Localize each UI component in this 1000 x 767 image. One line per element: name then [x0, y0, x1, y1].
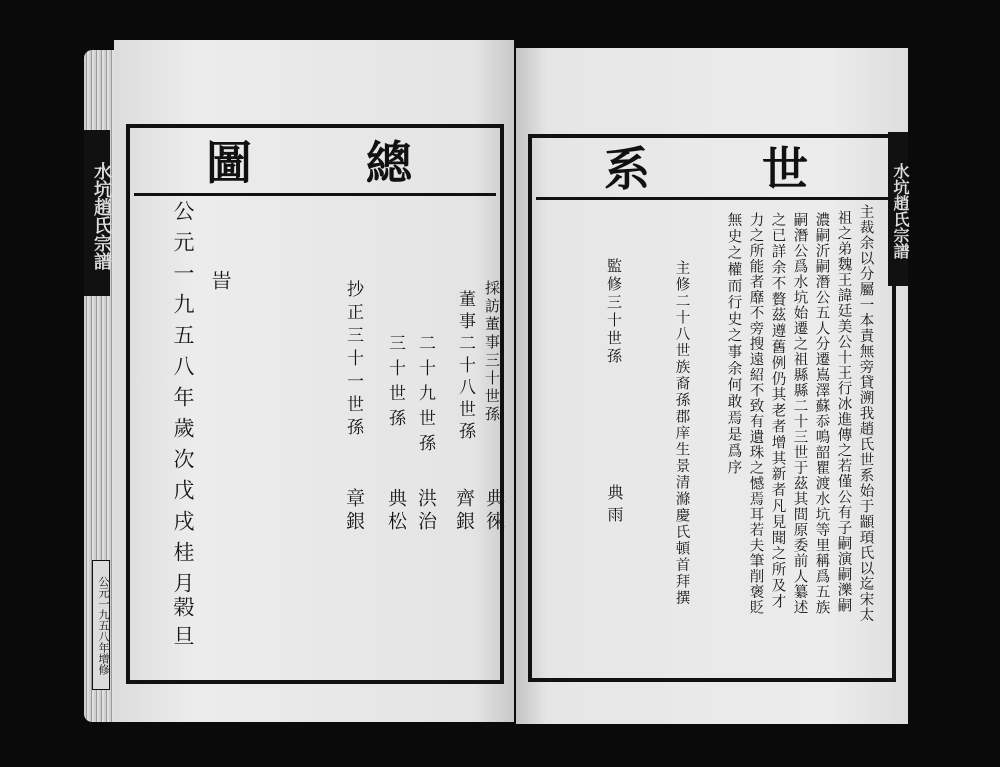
date-prefix: 旹	[208, 270, 232, 292]
left-spine-title: 水坑趙氏宗譜	[84, 130, 110, 296]
right-title-char-1: 系	[604, 142, 650, 196]
preface-col-2: 祖之弟魏王諱廷美公十王行冰進傳之若僅公有子嗣演嗣濼嗣	[835, 210, 852, 613]
left-page	[91, 40, 514, 722]
right-spine-title: 水坑趙氏宗譜	[888, 132, 908, 286]
left-title-bar	[134, 132, 496, 196]
preface-col-6: 力之所能者靡不旁搜遠紹不致有遺珠之憾焉耳若夫筆削褒貶	[747, 212, 764, 615]
left-title-char-1: 圖	[206, 136, 252, 190]
right-title-bar	[536, 142, 888, 200]
col-interview-head: 採訪董事三十世孫	[483, 280, 501, 424]
col-compiler-head: 抄正三十一世孫	[343, 280, 363, 441]
preface-col-7: 無史之權而行史之事余何敢焉是爲序	[725, 212, 742, 476]
right-page	[516, 48, 908, 724]
col-gen29-head: 二十九世孫	[415, 334, 435, 459]
left-tab-note: 公元一九五八年增修	[92, 560, 110, 690]
supervisor-name: 典雨	[605, 484, 624, 528]
right-title-char-2: 世	[762, 142, 808, 196]
col-gen30-name-a: 典松	[385, 488, 407, 534]
date-suffix: 榖旦	[171, 596, 195, 654]
supervisor-head: 監修三十世孫	[605, 258, 623, 366]
date-line: 公元一九五八年歲次戊戌桂月	[171, 200, 195, 603]
signature-line: 主修二十八世族裔孫郡庠生景清滌慶氏頓首拜撰	[673, 260, 690, 607]
col-compiler-name: 章銀	[343, 488, 365, 534]
preface-col-5: 之已詳余不贅茲遵舊例仍其老者增其新者凡見聞之所及才	[769, 212, 786, 610]
preface-col-1: 主裁余以分屬一本責無旁貸溯我趙氏世系始于顓頊氏以迄宋太	[857, 204, 874, 623]
preface-col-4: 嗣潛公爲水坑始遷之祖縣縣二十三世于茲其間原委前人纂述	[791, 212, 808, 615]
col-gen29-name-a: 齊銀	[453, 488, 475, 534]
col-interview-name: 典徠	[483, 488, 505, 534]
col-gen30-name-b: 洪治	[415, 488, 437, 534]
preface-col-3: 濃嗣沂嗣潛公五人分遷嶌澤蘇忝鳴韶瞿渡水坑等里稱爲五族	[813, 212, 830, 615]
col-director-head: 董事二十八世孫	[455, 290, 475, 444]
col-gen30-head: 三十世孫	[385, 334, 405, 434]
left-title-char-2: 總	[366, 136, 412, 190]
open-genealogy-book	[84, 40, 910, 722]
